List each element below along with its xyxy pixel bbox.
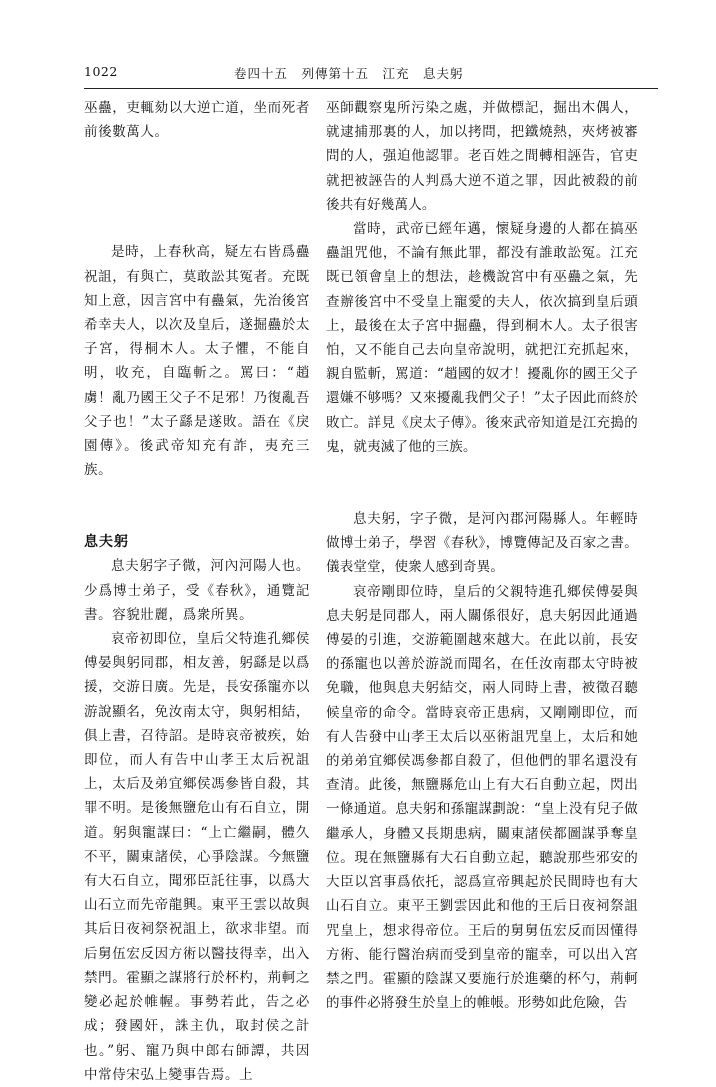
- classical-paragraph-1: 巫蠱，吏輒劾以大逆亡道，坐而死者前後數萬人。: [84, 100, 310, 141]
- classical-text-column: [84, 96, 310, 1087]
- translation-paragraph-4: 哀帝剛即位時，皇后的父親特進孔鄉侯傅晏與息夫躬是同郡人，兩人關係很好，息夫躬因此通過傅晏的引進，交游範圍越來越大。在此以前，長安的孫寵也以善於游説而聞名，在任汝南郡太守時被免職，他與息夫躬結交，兩人同時上書，被徵召聽候皇帝的命令。當時哀帝正患病，又剛剛即位，而有人告發中山孝王太后以巫術詛咒皇上，太后和她的弟弟宜鄉侯馮參都自殺了，但他們的罪名還没有查清。此後，無鹽縣危山上有大石自動立起，閃出一條通道。息夫躬和孫寵謀劃說：“皇上没有兒子做繼承人，身體又長期患病，關東諸侯都圖謀爭奪皇位。現在無鹽縣有大石自動立起，聽說那些邪安的大臣以宮事爲依托，認爲宣帝興起於民間時也有大山石自立。東平王劉雲因此和他的王后日夜祠祭詛咒皇上，想求得帝位。王后的舅舅伍宏反而因懂得方術、能行醫治病而受到皇帝的寵幸，可以出入宮禁之門。霍顯的陰謀又要施行於進藥的杯勺，荊軻的事件必將發生於皇上的帷帳。形勢如此危險，告: [326, 583, 638, 1012]
- section-heading: 息夫躬: [84, 534, 129, 551]
- translation-paragraph-2: 當時，武帝已經年邁，懷疑身邊的人都在搞巫蠱詛咒他，不論有無此罪，都没有誰敢訟冤。江充既已領會皇上的想法，趁機說宮中有巫蠱之氣，先查辦後宮中不受皇上寵愛的夫人，依次搞到皇后頭上，最後在太子宮中掘蠱，得到桐木人。太子很害怕，又不能自己去向皇帝說明，就把江充抓起來，親自監斬，罵道：“趙國的奴才！擾亂你的國王父子還嫌不够嗎？又來擾亂我們父子！”太子因此而終於敗亡。詳見《戾太子傳》。後來武帝知道是江充搗的鬼，就夷滅了他的三族。: [326, 221, 638, 455]
- spacer: [84, 144, 310, 240]
- header-rule: [84, 88, 658, 89]
- spacer: [84, 482, 310, 530]
- translation-paragraph-3: 息夫躬，字子微，是河內郡河陽縣人。年輕時做博士弟子，學習《春秋》，博覽傳記及百家之書。儀表堂堂，使衆人感到奇異。: [326, 511, 638, 576]
- page-header: [84, 62, 624, 84]
- running-head: 卷四十五 列傳第十五 江充 息夫躬: [234, 66, 464, 81]
- spacer: [326, 459, 638, 507]
- classical-paragraph-3: 息夫躬字子微，河內河陽人也。少爲博士弟子，受《春秋》，通覽記書。容貌壯麗，爲衆所異。: [84, 558, 310, 623]
- translation-paragraph-1: 巫師觀察鬼所污染之處，并做標記，掘出木偶人，就逮捕那裏的人，加以拷問，把鐵燒熱，夾烤被審問的人，强迫他認罪。老百姓之間轉相誣告，官吏就把被誣告的人判爲大逆不道之罪，因此被殺的前後共有好幾萬人。: [326, 100, 638, 213]
- classical-paragraph-2: 是時，上春秋高，疑左右皆爲蠱祝詛，有與亡，莫敢訟其冤者。充既知上意，因言宮中有蠱氣，先治後宮希幸夫人，以次及皇后，遂掘蠱於太子宮，得桐木人。太子懼，不能自明，收充，自臨斬之。罵曰：“趙虜！亂乃國王父子不足邪！乃復亂吾父子也！”太子繇是遂敗。語在《戾園傳》。後武帝知充有詐，夷充三族。: [84, 244, 310, 479]
- classical-paragraph-4: 哀帝初即位，皇后父特進孔鄉侯傅晏與躬同郡，相友善，躬繇是以爲援，交游日廣。先是，長安孫寵亦以游說顯名，免汝南太守，與躬相結，俱上書，召待詔。是時哀帝被疾，始即位，而人有告中山孝王太后祝詛上，太后及弟宜鄉侯馮參皆自殺，其罪不明。是後無鹽危山有石自立，開道。躬與寵謀曰：“上亡繼嗣，體久不平，關東諸侯，心爭陰謀。今無鹽有大石自立，聞邪臣託往事，以爲大山石立而先帝龍興。東平王雲以故與其后日夜祠祭祝詛上，欲求非望。而后舅伍宏反因方術以醫技得幸，出入禁門。霍顯之謀將行於杯杓，荊軻之變必起於帷幄。事勢若此，告之必成；發國奸，誅主仇，取封侯之計也。”躬、寵乃與中郎右師譚，共因中常侍宋弘上變事告焉。上: [84, 631, 310, 1083]
- translation-column: [326, 96, 638, 1015]
- page-number: 1022: [84, 64, 118, 79]
